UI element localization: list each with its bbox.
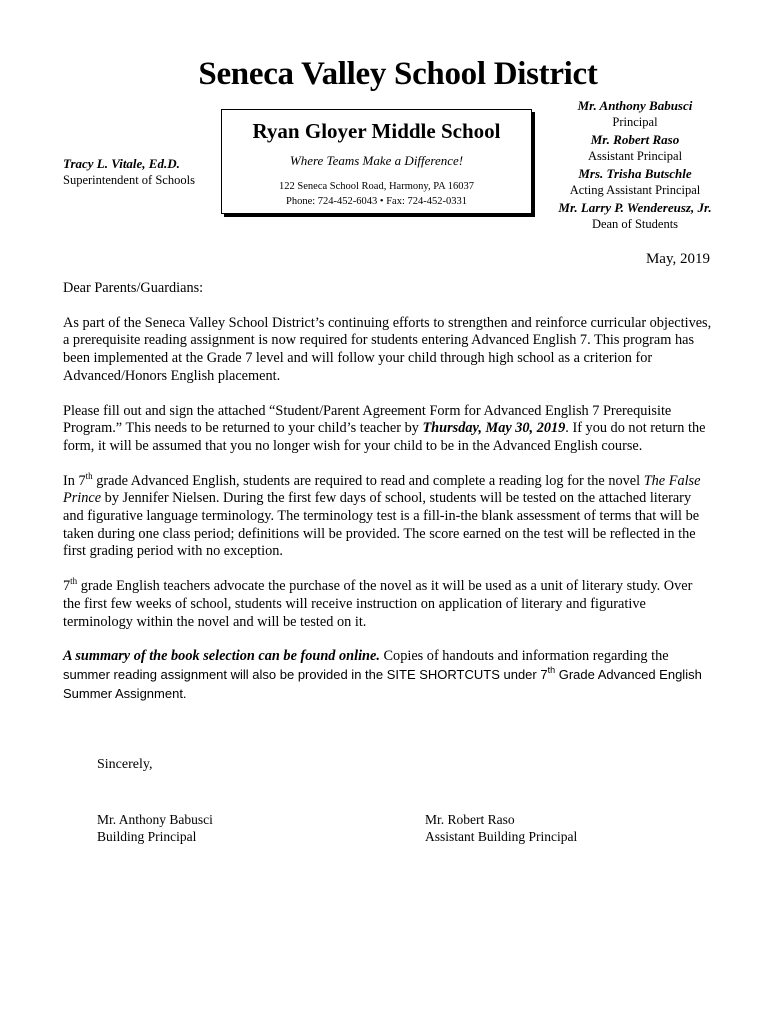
paragraph	[63, 578, 713, 631]
ordinal-suffix: th	[547, 665, 556, 676]
district-title: Seneca Valley School District	[198, 56, 598, 92]
deadline-date: Thursday, May 30, 2019	[422, 420, 566, 437]
staff-name: Mrs. Trisha Butschle	[578, 166, 692, 181]
closing: Sincerely,	[97, 757, 153, 772]
paragraph-text: Please fill out and sign the attached “Student/Parent Agreement Form for Advanced English 7 Prerequisite Program.” This needs to be returned to your child’s teacher by	[63, 402, 672, 437]
paragraph	[63, 403, 713, 456]
signature-title: Assistant Building Principal	[425, 829, 578, 844]
school-address: 122 Seneca School Road, Harmony, PA 16037	[279, 181, 474, 192]
staff-list	[540, 97, 730, 233]
paragraph-text: . If you do not return the form, it will be assumed that you no longer wish for your child to be in the Advanced English course.	[63, 420, 706, 454]
ordinal-suffix: th	[70, 576, 78, 587]
signature-block	[425, 811, 577, 845]
signature-title: Building Principal	[97, 829, 197, 844]
school-name: Ryan Gloyer Middle School	[252, 119, 501, 143]
staff-title: Assistant Principal	[587, 149, 683, 163]
school-phone: Phone: 724-452-6043 • Fax: 724-452-0331	[286, 196, 467, 207]
paragraph-text: by Jennifer Nielsen. During the first few days of school, students will be tested on the attached literary and figurative language terminology. The terminology test is a fill-in-the blank assessment of terms that will be taken during one class period; definitions will be provided. The score earned on the test will be reflected in the first grading period with no exception.	[63, 490, 700, 560]
ordinal-suffix: th	[85, 470, 93, 481]
school-motto: Where Teams Make a Difference!	[289, 153, 464, 168]
salutation: Dear Parents/Guardians:	[63, 280, 204, 296]
paragraph-text: Grade Advanced English Summer Assignment.	[63, 666, 702, 701]
summary-note: A summary of the book selection can be found online.	[63, 648, 380, 665]
book-title: The False Prince	[63, 472, 701, 507]
paragraph-text: As part of the Seneca Valley School District’s continuing efforts to strengthen and reinforce curricular objectives, a prerequisite reading assignment is now required for students entering Advanced English 7. This program has been implemented at the Grade 7 level and will follow your child through high school as a criterion for Advanced/Honors English placement.	[63, 314, 712, 384]
staff-name: Mr. Larry P. Wendereusz, Jr.	[558, 200, 712, 215]
signature-block	[97, 811, 213, 845]
staff-name: Mr. Robert Raso	[590, 132, 680, 147]
superintendent-name: Tracy L. Vitale, Ed.D.	[63, 156, 180, 171]
staff-title: Acting Assistant Principal	[569, 183, 701, 197]
paragraph-text: summer reading assignment will also be provided in the SITE SHORTCUTS under 7	[63, 666, 548, 682]
paragraph	[63, 315, 713, 386]
school-info-box	[221, 109, 532, 214]
staff-title: Principal	[612, 115, 658, 129]
paragraph-text: grade Advanced English, students are required to read and complete a reading log for the novel	[92, 472, 644, 489]
paragraph-text: In 7	[63, 472, 86, 489]
superintendent-block	[63, 155, 195, 189]
paragraph-text: 7	[63, 578, 71, 595]
signature-name: Mr. Robert Raso	[425, 812, 515, 827]
paragraph-text: grade English teachers advocate the purchase of the novel as it will be used as a unit of literary study. Over the first few weeks of school, students will receive instruction on application of literary and figurative terminology within the novel and will be tested on it.	[63, 578, 693, 630]
staff-title: Dean of Students	[591, 217, 679, 231]
staff-name: Mr. Anthony Babusci	[577, 98, 693, 113]
signature-name: Mr. Anthony Babusci	[97, 812, 213, 827]
paragraph-text: Copies of handouts and information regarding the	[379, 648, 669, 665]
paragraph	[63, 470, 713, 562]
paragraph	[63, 648, 713, 703]
letter-date: May, 2019	[645, 251, 710, 267]
letter-body	[63, 280, 713, 720]
superintendent-title: Superintendent of Schools	[63, 173, 195, 187]
